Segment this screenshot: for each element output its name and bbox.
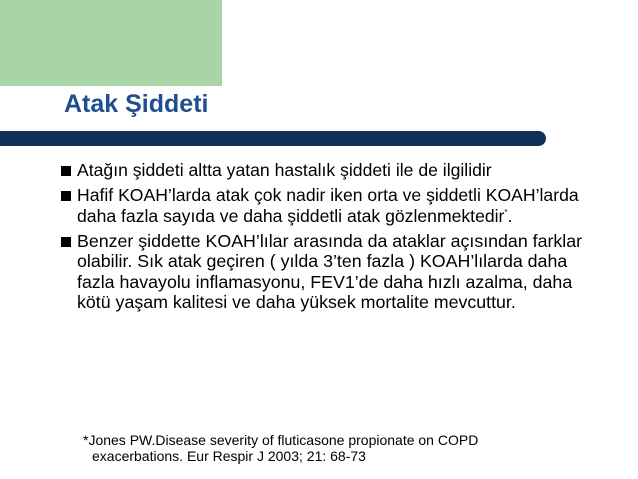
bullet-text: Atağın şiddeti altta yatan hastalık şiddeti ile de ilgilidir [77,160,492,180]
bullet-text: Hafif KOAH’larda atak çok nadir iken orta ve şiddetli KOAH’larda daha fazla sayıda ve daha şiddetli atak gözlenmektedir [77,184,579,226]
reference-line-1: *Jones PW.Disease severity of fluticasone propionate on COPD [83,432,479,448]
bullet-item [0,185,600,228]
reference-note [83,432,603,464]
bullet-list [0,160,600,316]
bullet-text: Benzer şiddette KOAH’lılar arasında da ataklar açısından farklar olabilir. Sık atak geçiren ( yılda 3’ten fazla ) KOAH’lılarda daha fazla havayolu inflamasyonu, FEV1’de daha hızlı azalma, daha kötü yaşam kalitesi ve daha yüksek mortalite mevcuttur. [77,230,583,313]
footnote-marker: * [504,208,508,218]
title-divider-bar [0,131,546,146]
slide-title: Atak Şiddeti [64,90,209,118]
reference-line-2: exacerbations. Eur Respir J 2003; 21: 68-73 [92,448,366,464]
square-bullet-icon [61,191,71,201]
square-bullet-icon [61,237,71,247]
square-bullet-icon [61,166,71,176]
bullet-text-end: . [507,206,513,226]
green-accent-band [0,0,222,86]
bullet-item [0,160,600,182]
bullet-item [0,231,600,313]
